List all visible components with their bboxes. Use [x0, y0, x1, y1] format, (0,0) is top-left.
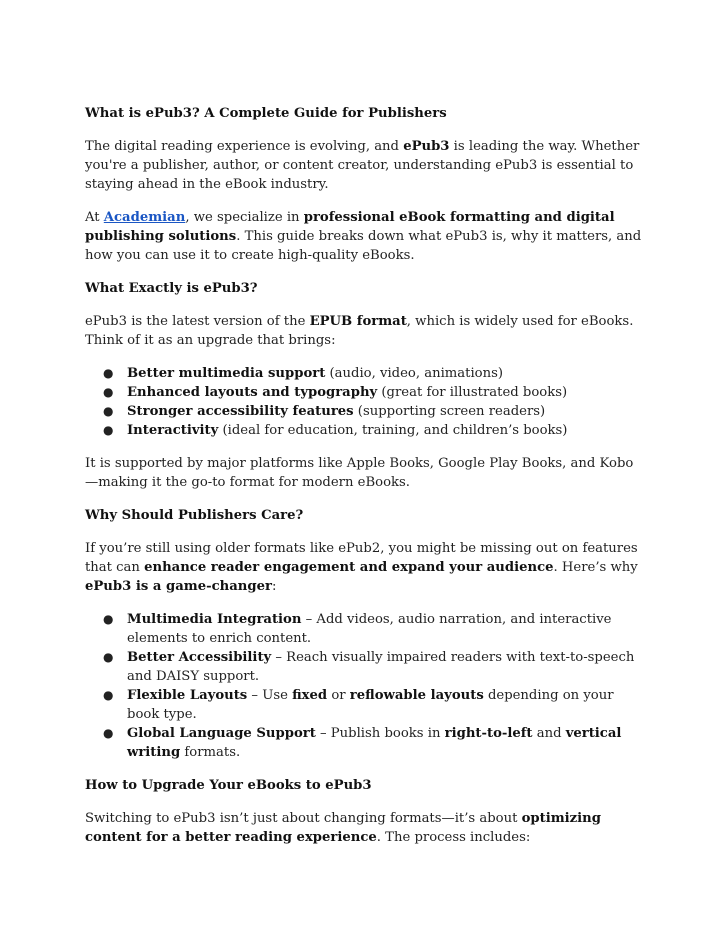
bullet-icon: ● — [103, 385, 114, 399]
list-item — [85, 364, 645, 383]
text: The digital reading experience is evolving, and — [85, 139, 404, 154]
benefit-list — [85, 610, 645, 762]
section1-after-paragraph: It is supported by major platforms like Apple Books, Google Play Books, and Kobo—making it the go-to format for modern eBooks. — [85, 456, 634, 490]
bullet-icon: ● — [103, 726, 114, 740]
section-heading: Why Should Publishers Care? — [85, 508, 304, 523]
bullet-icon: ● — [103, 366, 114, 380]
section1-paragraph — [85, 312, 645, 350]
text: : — [271, 579, 277, 594]
text: or — [327, 688, 350, 703]
bold-text: Better multimedia support — [127, 366, 326, 381]
text: ePub3 is the latest version of the — [85, 314, 310, 329]
section3-paragraph — [85, 809, 645, 847]
bullet-icon: ● — [103, 612, 114, 626]
text: . This guide breaks down what ePub3 is, why it matters, and how you can use it to create high-quality eBooks. — [85, 229, 642, 263]
bold-text: Enhanced layouts and typography — [127, 385, 378, 400]
bold-text: enhance reader engagement and expand your audience — [144, 560, 554, 575]
section-heading: What Exactly is ePub3? — [85, 281, 258, 296]
bold-text: ePub3 is a game-changer — [85, 579, 272, 594]
text: – Add videos, audio narration, and interactive elements to enrich content. — [127, 612, 612, 646]
bold-text: Better Accessibility — [127, 650, 272, 665]
text: At — [85, 210, 104, 225]
section2-paragraph — [85, 539, 645, 596]
text: , which is widely used for eBooks. Think of it as an upgrade that brings: — [85, 314, 634, 348]
bold-text: fixed — [292, 688, 328, 703]
about-paragraph — [85, 208, 645, 265]
text: is leading the way. Whether you're a publisher, author, or content creator, understanding ePub3 is essential to staying ahead in the eBook industry. — [85, 139, 640, 192]
text: , we specialize in — [185, 210, 304, 225]
text: and — [532, 726, 566, 741]
list-item — [85, 724, 645, 762]
feature-list — [85, 364, 645, 440]
document-title: What is ePub3? A Complete Guide for Publishers — [85, 106, 447, 121]
document-page — [85, 104, 645, 861]
text: depending on your book type. — [127, 688, 614, 722]
bold-text: Global Language Support — [127, 726, 316, 741]
bold-text: EPUB format — [309, 314, 407, 329]
bold-text: Interactivity — [127, 423, 219, 438]
bold-text: Flexible Layouts — [127, 688, 248, 703]
list-item — [85, 686, 645, 724]
text: (great for illustrated books) — [377, 385, 568, 400]
list-item — [85, 421, 645, 440]
bold-text: reflowable layouts — [349, 688, 484, 703]
intro-paragraph — [85, 137, 645, 194]
text: . Here’s why — [553, 560, 638, 575]
bold-text: Multimedia Integration — [127, 612, 302, 627]
text: – Reach visually impaired readers with text-to-speech and DAISY support. — [127, 650, 635, 684]
text: (ideal for education, training, and children’s books) — [218, 423, 568, 438]
list-item — [85, 610, 645, 648]
text: (supporting screen readers) — [353, 404, 546, 419]
list-item — [85, 402, 645, 421]
text: – Use — [247, 688, 293, 703]
bullet-icon: ● — [103, 423, 114, 437]
bullet-icon: ● — [103, 650, 114, 664]
bold-text: Stronger accessibility features — [127, 404, 354, 419]
bold-text: vertical writing — [127, 726, 622, 760]
academian-link[interactable]: Academian — [103, 210, 186, 225]
text: (audio, video, animations) — [325, 366, 504, 381]
text: . The process includes: — [376, 830, 531, 845]
section-heading: How to Upgrade Your eBooks to ePub3 — [85, 778, 372, 793]
text: If you’re still using older formats like ePub2, you might be missing out on features that can — [85, 541, 638, 575]
text: Switching to ePub3 isn’t just about changing formats—it’s about — [85, 811, 522, 826]
bold-text: right-to-left — [444, 726, 533, 741]
bold-text: professional eBook formatting and digital publishing solutions — [85, 210, 615, 244]
bullet-icon: ● — [103, 404, 114, 418]
list-item — [85, 383, 645, 402]
text: – Publish books in — [315, 726, 445, 741]
bold-text: ePub3 — [403, 139, 450, 154]
bold-text: optimizing content for a better reading experience — [85, 811, 601, 845]
text: formats. — [180, 745, 241, 760]
list-item — [85, 648, 645, 686]
bullet-icon: ● — [103, 688, 114, 702]
